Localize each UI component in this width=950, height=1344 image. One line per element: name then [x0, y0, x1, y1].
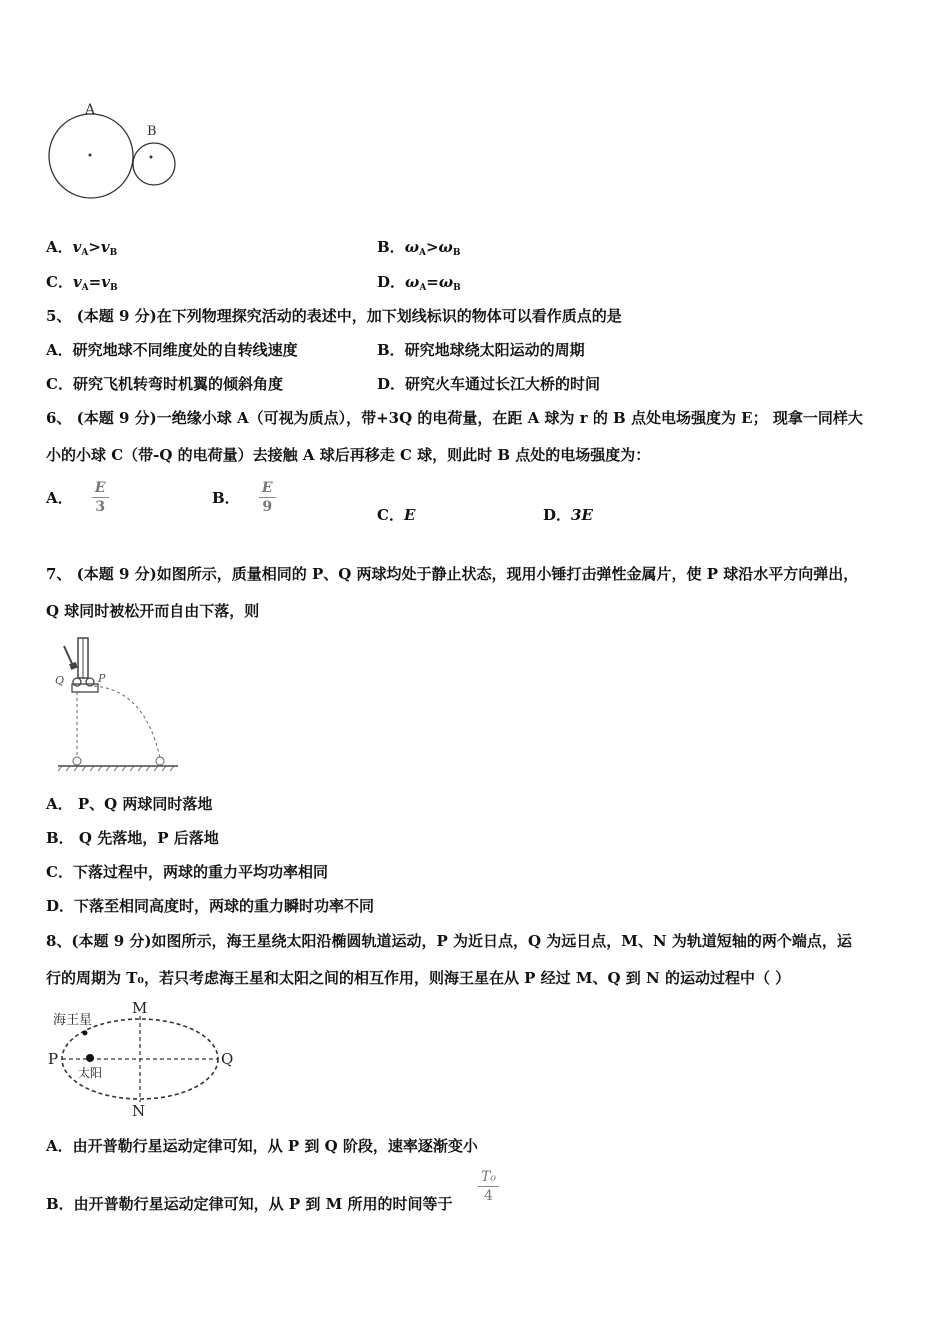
q6-stem-line1: 6、 (本题 9 分)一绝缘小球 A（可视为质点），带+3Q 的电荷量，在距 A 球为 r 的 B 点处电场强度为 E； 现拿一同样大: [46, 409, 863, 427]
q5-option-a: A．研究地球不同维度处的自转线速度: [46, 341, 298, 359]
orbit-label-q: Q: [221, 1050, 234, 1068]
ball-q: [73, 678, 81, 686]
circle-b-label: B: [147, 124, 157, 139]
ball-p: [86, 678, 94, 686]
q7-option-c: C．下落过程中，两球的重力平均功率相同: [46, 863, 328, 881]
q7-stem-line1: 7、 (本题 9 分)如图所示，质量相同的 P、Q 两球均处于静止状态，现用小锤打击弹性金属片，使 P 球沿水平方向弹出，: [46, 565, 859, 583]
neptune-dot: [83, 1031, 88, 1036]
q4-option-d: D．$\omega_A=\omega_B$: [377, 273, 461, 293]
circle-a-label: A: [85, 102, 96, 118]
hammer-head: [69, 662, 78, 670]
q6-option-d: D．3E: [543, 506, 593, 524]
orbit-label-m: M: [132, 999, 148, 1017]
q5-option-c: C．研究飞机转弯时机翼的倾斜角度: [46, 375, 283, 393]
circles-figure: [40, 98, 190, 210]
q-landed: [73, 757, 81, 765]
circle-b: [133, 143, 175, 185]
p-landed: [156, 757, 164, 765]
q8-option-a: A．由开普勒行星运动定律可知，从 P 到 Q 阶段，速率逐渐变小: [46, 1137, 478, 1155]
orbit-label-p: P: [48, 1050, 59, 1068]
circle-a-center: [89, 154, 92, 157]
q4-option-a: A．$v_A>v_B$: [46, 238, 118, 258]
q7-stem-line2: Q 球同时被松开而自由下落，则: [46, 602, 260, 620]
sun-dot: [86, 1054, 94, 1062]
q6-option-a: A． $\frac{E}{3}$: [46, 479, 109, 516]
q8-option-b: B．由开普勒行星运动定律可知，从 P 到 M 所用的时间等于: [46, 1195, 453, 1213]
p-projectile-path: [94, 686, 160, 758]
label-p: P: [98, 672, 106, 685]
q7-option-d: D．下落至相同高度时，两球的重力瞬时功率不同: [46, 897, 375, 915]
q6-option-c: C．E: [377, 506, 416, 524]
sun-label: 太阳: [78, 1066, 103, 1080]
circle-b-center: [150, 156, 153, 159]
q8-stem-line1: 8、(本题 9 分)如图所示，海王星绕太阳沿椭圆轨道运动，P 为近日点，Q 为远日点，M、N 为轨道短轴的两个端点，运: [46, 932, 852, 950]
q4-option-c: C．$v_A=v_B$: [46, 273, 118, 293]
projectile-figure: [50, 630, 185, 775]
orbit-label-n: N: [132, 1102, 146, 1118]
neptune-label: 海王星: [53, 1013, 93, 1028]
orbit-figure: [44, 996, 244, 1118]
q6-stem-line2: 小的小球 C（带-Q 的电荷量）去接触 A 球后再移走 C 球，则此时 B 点处的电场强度为：: [46, 446, 651, 464]
q4-option-b: B．$\omega_A>\omega_B$: [377, 238, 461, 258]
q8-option-b-fraction: $\frac{\text{T₀}}{4}$: [478, 1168, 499, 1205]
q7-option-b: B． Q 先落地，P 后落地: [46, 829, 219, 847]
q6-option-b: B． $\frac{E}{9}$: [212, 479, 276, 516]
q7-option-a: A． P、Q 两球同时落地: [46, 795, 213, 813]
q8-stem-line2: 行的周期为 T₀，若只考虑海王星和太阳之间的相互作用，则海王星在从 P 经过 M、Q 到 N 的运动过程中（ ）: [46, 969, 791, 987]
q5-option-b: B．研究地球绕太阳运动的周期: [377, 341, 585, 359]
q5-option-d: D．研究火车通过长江大桥的时间: [377, 375, 601, 393]
q5-stem: 5、 (本题 9 分)在下列物理探究活动的表述中，加下划线标识的物体可以看作质点的是: [46, 307, 622, 325]
label-q: Q: [55, 674, 65, 687]
